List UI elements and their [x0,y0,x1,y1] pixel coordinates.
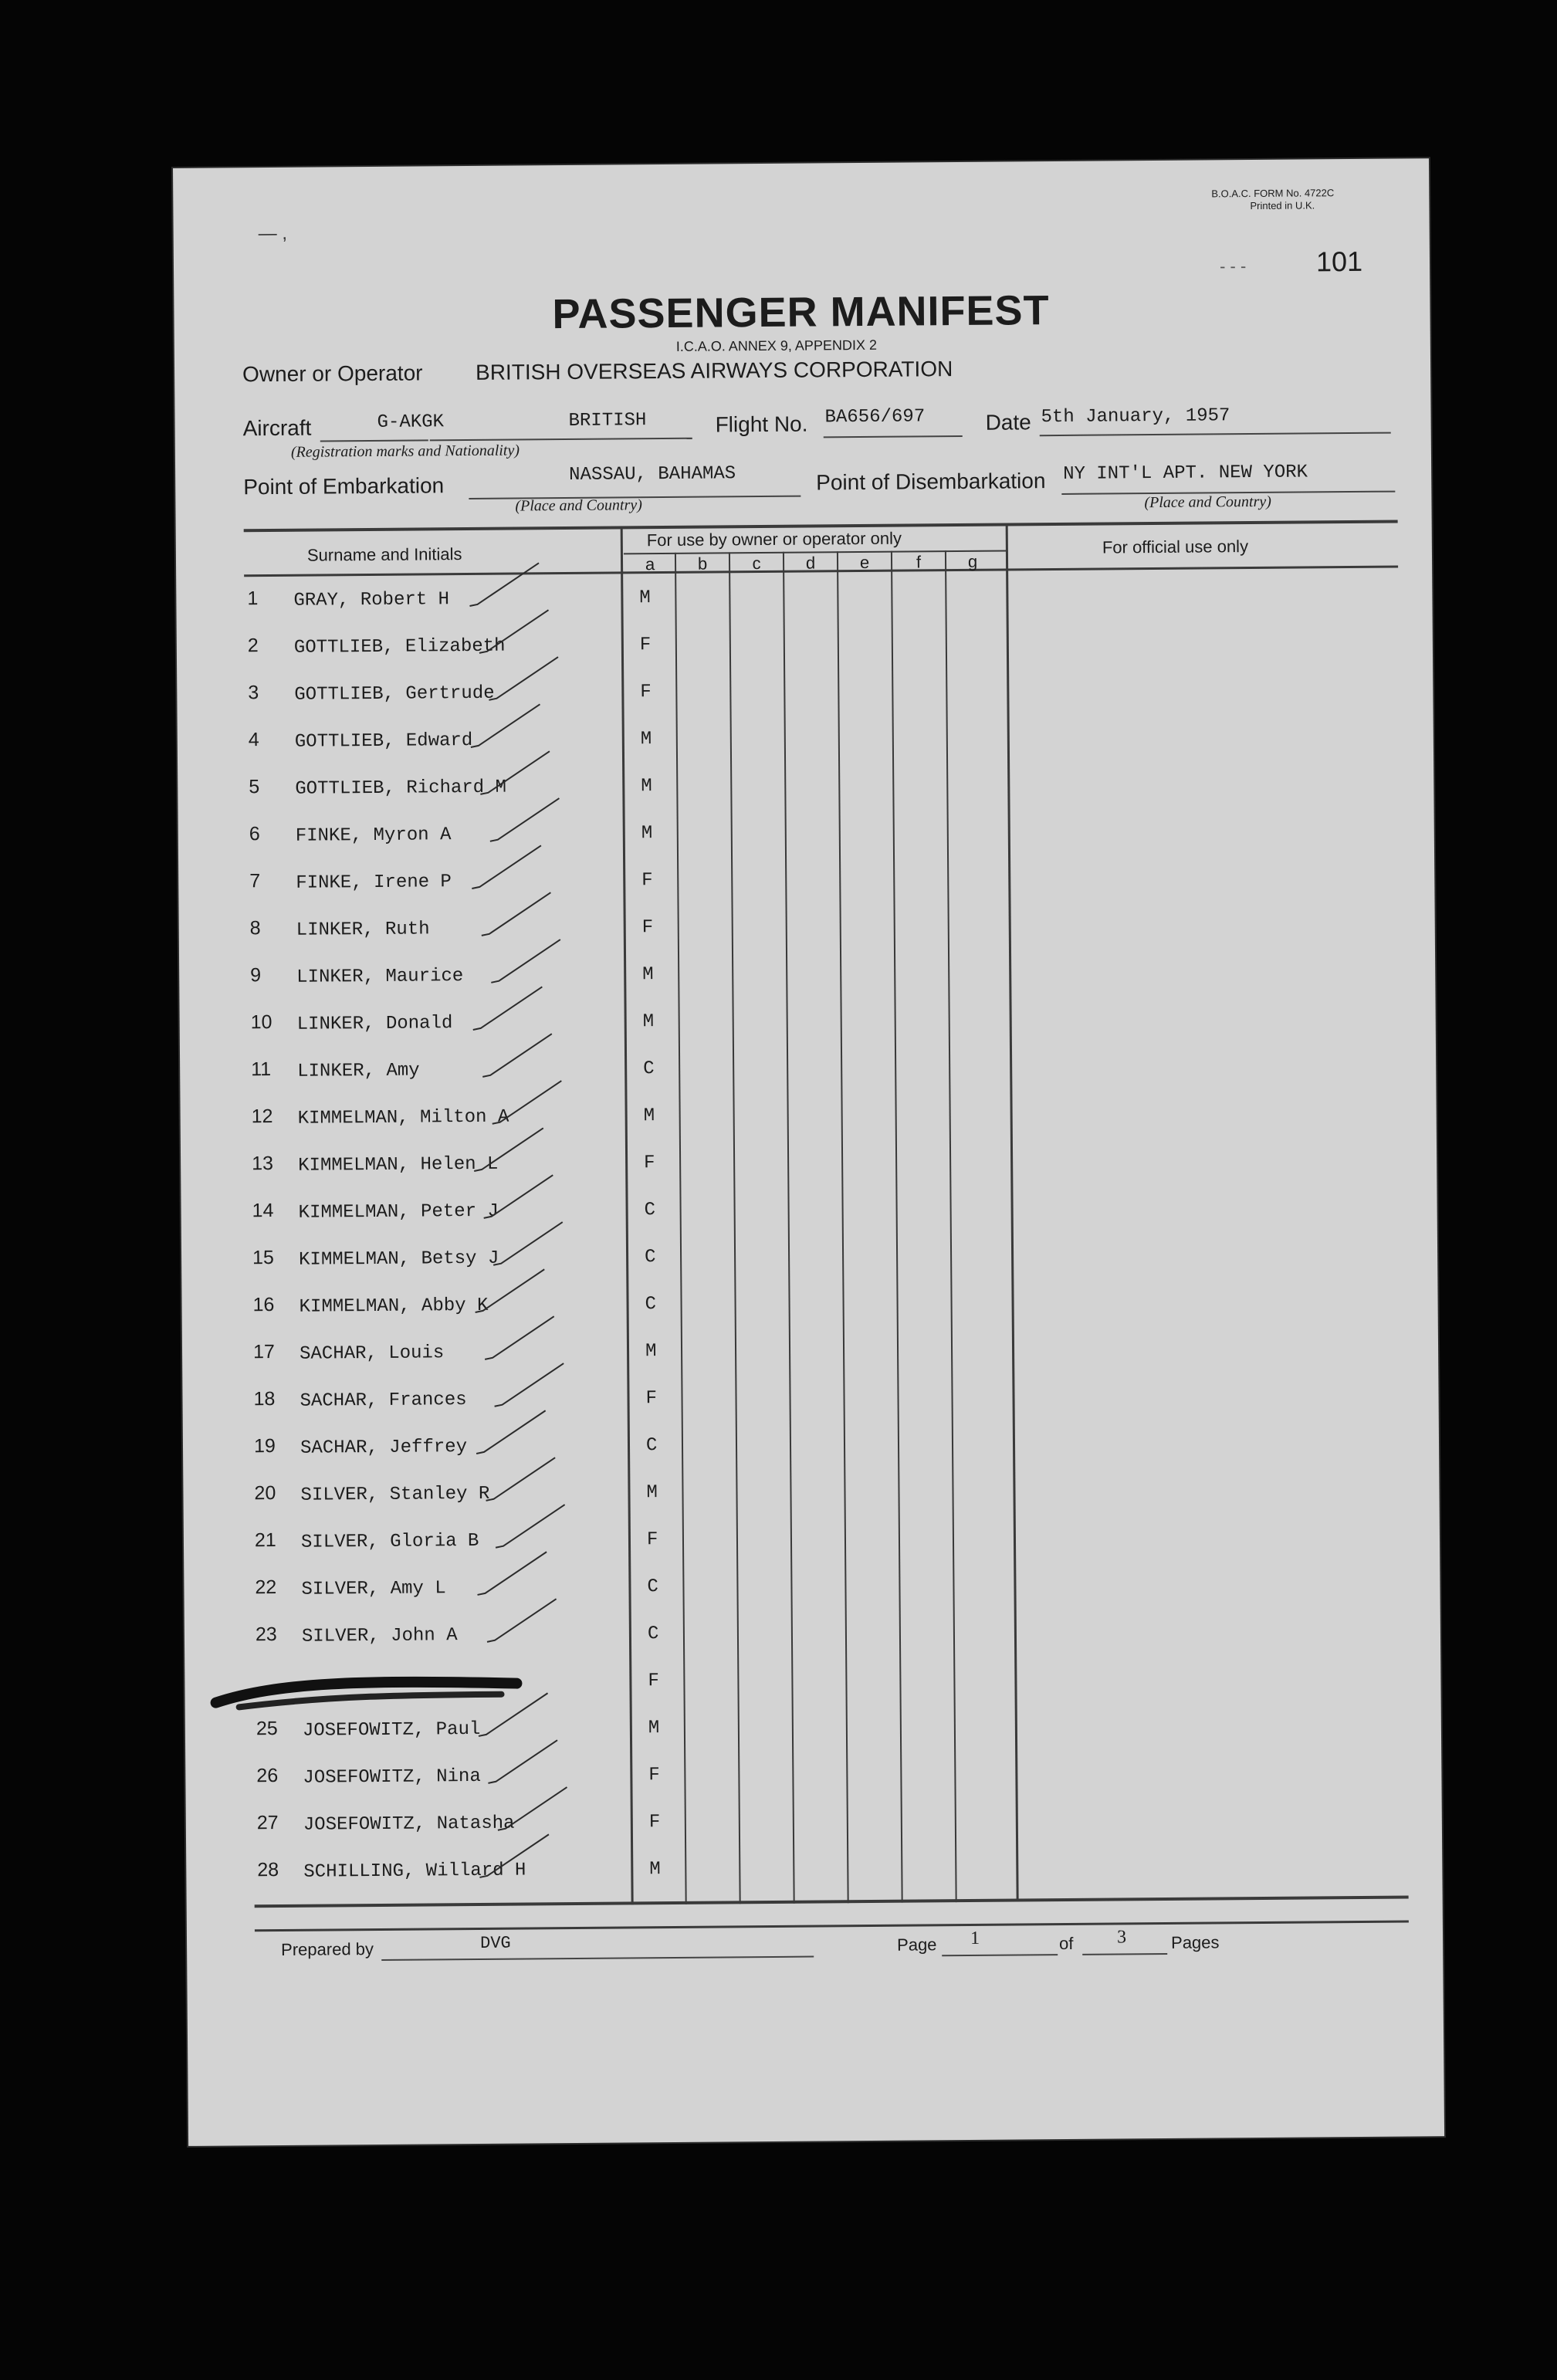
passenger-name: GOTTLIEB, Gertrude [294,682,495,706]
owner-value: BRITISH OVERSEAS AIRWAYS CORPORATION [475,357,953,384]
column-header: e [859,552,870,573]
column-divider [729,552,741,1904]
embarkation-label: Point of Embarkation [243,473,445,499]
passenger-sex: M [641,823,653,845]
prepared-label: Prepared by [281,1939,374,1959]
column-header: d [805,553,816,573]
manifest-sheet [173,158,1444,2146]
row-number: 26 [256,1764,279,1787]
row-number: 25 [256,1717,278,1740]
page-value: 1 [970,1928,980,1948]
passenger-name: GOTTLIEB, Edward [294,730,473,753]
passenger-name: KIMMELMAN, Abby K [299,1295,489,1318]
passenger-name: SILVER, John A [301,1625,458,1647]
date-value: 5th January, 1957 [1041,405,1230,428]
column-divider [891,551,903,1903]
check-mark-icon [484,1077,577,1132]
row-24-strikethrough [208,1671,532,1719]
row-number: 14 [252,1200,274,1222]
page-number: 101 [1315,245,1363,278]
prepared-value: DVG [479,1933,511,1953]
passenger-sex: C [647,1576,658,1598]
check-mark-icon [483,936,577,990]
passenger-sex: F [640,682,652,703]
passenger-sex: F [648,1765,660,1786]
passenger-name: GRAY, Robert H [293,589,450,611]
row-number: 15 [252,1247,275,1269]
row-number: 1 [247,587,259,610]
disembarkation-value: NY INT'L APT. NEW YORK [1063,462,1308,485]
embarkation-value: NASSAU, BAHAMAS [569,463,736,486]
printed-note: Printed in U.K. [1250,199,1315,212]
registration-note: (Registration marks and Nationality) [290,442,520,461]
passenger-sex: M [641,776,652,797]
passenger-sex: M [642,964,654,986]
passenger-sex: F [645,1388,658,1410]
passenger-name: LINKER, Donald [296,1013,453,1035]
passenger-name: LINKER, Ruth [296,919,430,941]
passenger-name: LINKER, Amy [297,1060,420,1082]
row-number: 7 [249,870,261,892]
passenger-name: JOSEFOWITZ, Nina [303,1766,481,1789]
passenger-name: SILVER, Stanley R [300,1483,490,1506]
column-divider [945,550,957,1902]
passenger-sex: F [648,1812,661,1833]
flight-label: Flight No. [715,411,808,437]
column-divider [837,551,849,1903]
passenger-sex: C [645,1435,658,1457]
passenger-name: FINKE, Irene P [296,872,452,894]
row-number: 2 [247,635,259,657]
row-number: 22 [255,1576,277,1599]
passenger-sex: M [646,1482,658,1504]
passenger-name: LINKER, Maurice [296,966,464,988]
passenger-name: SILVER, Amy L [301,1578,446,1600]
passenger-name: SACHAR, Frances [300,1390,467,1412]
passenger-sex: M [648,1718,660,1739]
passenger-sex: C [647,1623,659,1645]
passenger-sex: F [646,1529,658,1551]
row-number: 21 [254,1529,276,1552]
passenger-sex: M [640,729,652,750]
column-header: c [752,554,761,574]
passenger-sex: C [644,1247,656,1268]
row-number: 5 [249,776,260,798]
column-header: a [645,554,655,574]
table-bottom-rule [255,1895,1409,1908]
check-mark-icon [486,1359,580,1414]
page-title: PASSENGER MANIFEST [552,287,1050,338]
passenger-name: FINKE, Myron A [295,824,452,847]
column-divider [675,553,687,1904]
embarkation-note: (Place and Country) [515,496,642,515]
column-header: f [916,552,922,572]
check-mark-icon [488,1501,581,1556]
check-mark-icon [482,794,575,849]
dash-mark: - - - [1219,256,1247,276]
check-mark-icon [479,1595,573,1650]
row-number: 13 [252,1153,274,1175]
passenger-sex: F [641,870,653,892]
passenger-name: SCHILLING, Willard H [303,1860,526,1883]
passenger-sex: C [643,1058,655,1080]
aircraft-registration: G-AKGK [377,411,445,433]
row-number: 27 [256,1811,279,1834]
column-header: g [967,551,978,571]
disembarkation-note: (Place and Country) [1144,493,1271,512]
operator-header: For use by owner or operator only [646,528,902,550]
check-mark-icon [489,1783,583,1838]
row-number: 18 [253,1388,276,1410]
passenger-name: SACHAR, Louis [299,1342,445,1365]
row-number: 9 [250,964,262,987]
passenger-name: SILVER, Gloria B [300,1530,479,1553]
of-value: 3 [1116,1927,1127,1948]
passenger-name: KIMMELMAN, Peter J [298,1200,499,1224]
row-number: 19 [253,1435,276,1457]
passenger-sex: C [644,1200,656,1221]
flight-number: BA656/697 [824,406,926,428]
aircraft-label: Aircraft [242,415,312,441]
row-number: 6 [249,823,260,845]
disembarkation-label: Point of Disembarkation [816,469,1046,495]
date-label: Date [985,410,1031,435]
surname-header: Surname and Initials [306,544,462,565]
aircraft-nationality: BRITISH [568,410,647,432]
page-label: Page [897,1935,937,1955]
row-number: 17 [252,1341,275,1363]
passenger-name: JOSEFOWITZ, Paul [302,1718,481,1742]
check-mark-icon [486,1218,579,1273]
row-number: 10 [250,1011,272,1034]
column-header: b [697,554,708,574]
passenger-sex: F [639,635,652,656]
passenger-name: KIMMELMAN, Milton A [297,1106,509,1129]
check-mark-icon [481,653,574,708]
passenger-sex: F [648,1671,659,1692]
row-number: 3 [248,682,259,704]
of-label: of [1058,1933,1074,1954]
passenger-name: GOTTLIEB, Elizabeth [293,635,506,658]
passenger-sex: M [642,1011,655,1033]
check-mark-icon [472,1830,565,1885]
row-number: 16 [252,1294,275,1316]
form-number: B.O.A.C. FORM No. 4722C [1211,187,1335,200]
passenger-name: JOSEFOWITZ, Natasha [303,1813,515,1836]
passenger-sex: M [643,1105,655,1127]
passenger-sex: F [644,1153,655,1174]
passenger-name: KIMMELMAN, Helen L [298,1153,499,1176]
owner-label: Owner or Operator [242,361,423,387]
page-subtitle: I.C.A.O. ANNEX 9, APPENDIX 2 [675,337,878,354]
row-number: 28 [257,1858,279,1881]
column-divider [783,552,795,1904]
row-number: 8 [249,917,261,939]
passenger-sex: M [639,587,651,609]
passenger-sex: C [645,1294,657,1315]
row-number: 4 [248,729,259,751]
row-number: 23 [255,1623,277,1646]
official-header: For official use only [1102,537,1249,557]
passenger-sex: M [645,1341,657,1363]
passenger-sex: F [641,917,654,939]
row-number: 12 [251,1105,273,1128]
row-number: 20 [254,1482,276,1505]
row-number: 11 [251,1058,272,1081]
passenger-name: SACHAR, Jeffrey [300,1437,468,1459]
top-left-mark: — , [258,222,288,245]
passenger-name: KIMMELMAN, Betsy J [299,1248,499,1271]
passenger-name: GOTTLIEB, Richard M [295,777,507,800]
passenger-sex: M [649,1859,661,1881]
pages-label: Pages [1170,1932,1220,1952]
